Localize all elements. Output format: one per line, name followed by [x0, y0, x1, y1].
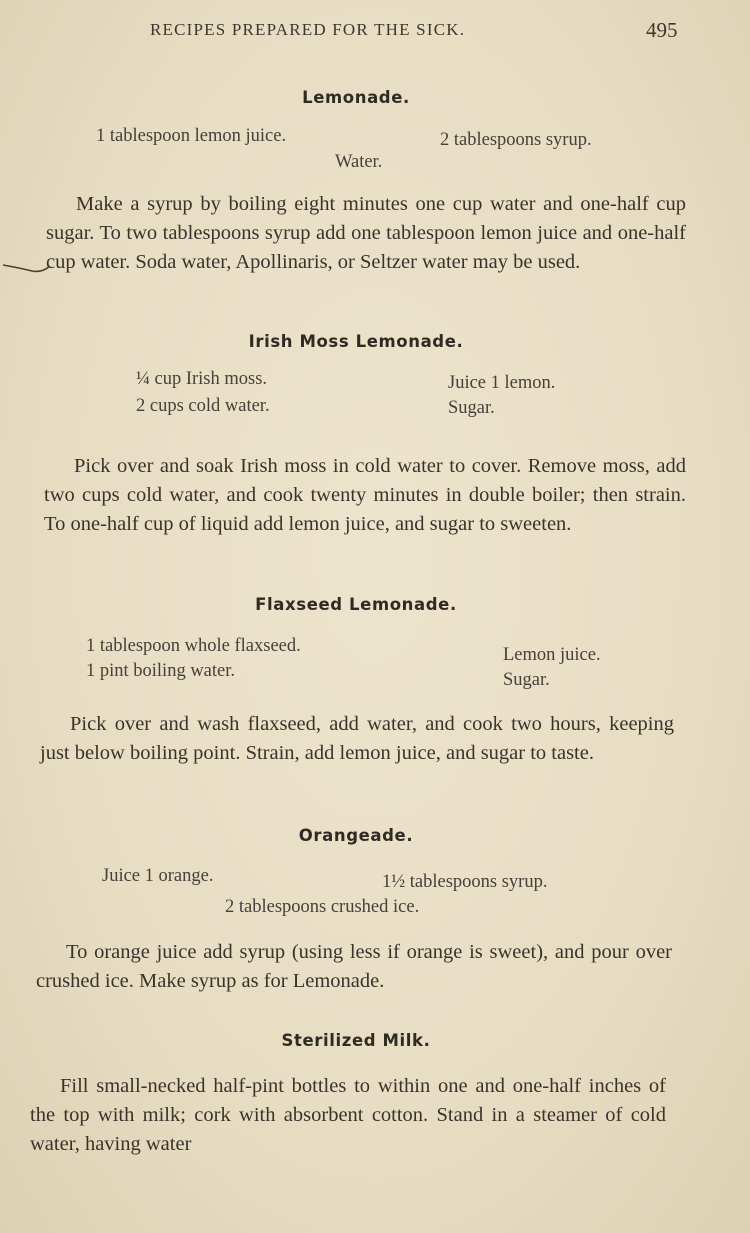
ingredient-sugar-flax: Sugar.	[503, 670, 550, 690]
running-title: RECIPES PREPARED FOR THE SICK.	[150, 20, 466, 39]
recipe-directions-lemonade: Make a syrup by boiling eight minutes one cup water and one-half cup sugar. To two tablespoons syrup add one tablespoon lemon juice and one-half cup water. Soda water, Apollinaris, or Seltzer water may be used.	[46, 193, 686, 273]
ingredient-lemon-juice: 1 tablespoon lemon juice.	[96, 126, 287, 146]
recipe-title-irish-moss-lemonade: Irish Moss Lemonade.	[248, 332, 464, 351]
ingredient-crushed-ice: 2 tablespoons crushed ice.	[225, 897, 420, 917]
recipe-directions-irish-moss-lemonade: Pick over and soak Irish moss in cold water to cover. Remove moss, add two cups cold water, and cook twenty minutes in double boiler; then strain. To one-half cup of liquid add lemon juice, and sugar to sweeten.	[44, 455, 686, 535]
recipe-title-sterilized-milk: Sterilized Milk.	[281, 1031, 431, 1050]
ingredient-orange: Juice 1 orange.	[102, 866, 214, 886]
recipe-directions-sterilized-milk: Fill small-necked half-pint bottles to within one and one-half inches of the top with milk; cork with absorbent cotton. Stand in a steamer of cold water, having water	[30, 1075, 666, 1155]
ingredient-irish-moss: ¼ cup Irish moss.	[136, 369, 268, 389]
ingredient-lemon: Juice 1 lemon.	[448, 373, 556, 393]
ingredient-cold-water: 2 cups cold water.	[136, 396, 270, 416]
pencil-mark	[2, 262, 52, 276]
recipe-title-lemonade: Lemonade.	[302, 88, 410, 107]
recipe-directions-flaxseed-lemonade: Pick over and wash flaxseed, add water, and cook two hours, keeping just below boiling point. Strain, add lemon juice, and sugar to taste.	[40, 713, 674, 764]
recipe-title-orangeade: Orangeade.	[298, 826, 414, 845]
ingredient-sugar: Sugar.	[448, 398, 495, 418]
ingredient-boiling-water: 1 pint boiling water.	[86, 661, 236, 681]
recipe-title-flaxseed-lemonade: Flaxseed Lemonade.	[255, 595, 457, 614]
ingredient-syrup: 2 tablespoons syrup.	[440, 130, 592, 150]
page-number: 495	[646, 18, 678, 42]
ingredient-flaxseed: 1 tablespoon whole flaxseed.	[86, 636, 301, 656]
ingredient-lemon-juice-flax: Lemon juice.	[503, 645, 601, 665]
ingredient-water: Water.	[335, 152, 383, 172]
recipe-directions-orangeade: To orange juice add syrup (using less if orange is sweet), and pour over crushed ice. Make syrup as for Lemonade.	[36, 941, 672, 992]
ingredient-syrup-orange: 1½ tablespoons syrup.	[382, 872, 548, 892]
